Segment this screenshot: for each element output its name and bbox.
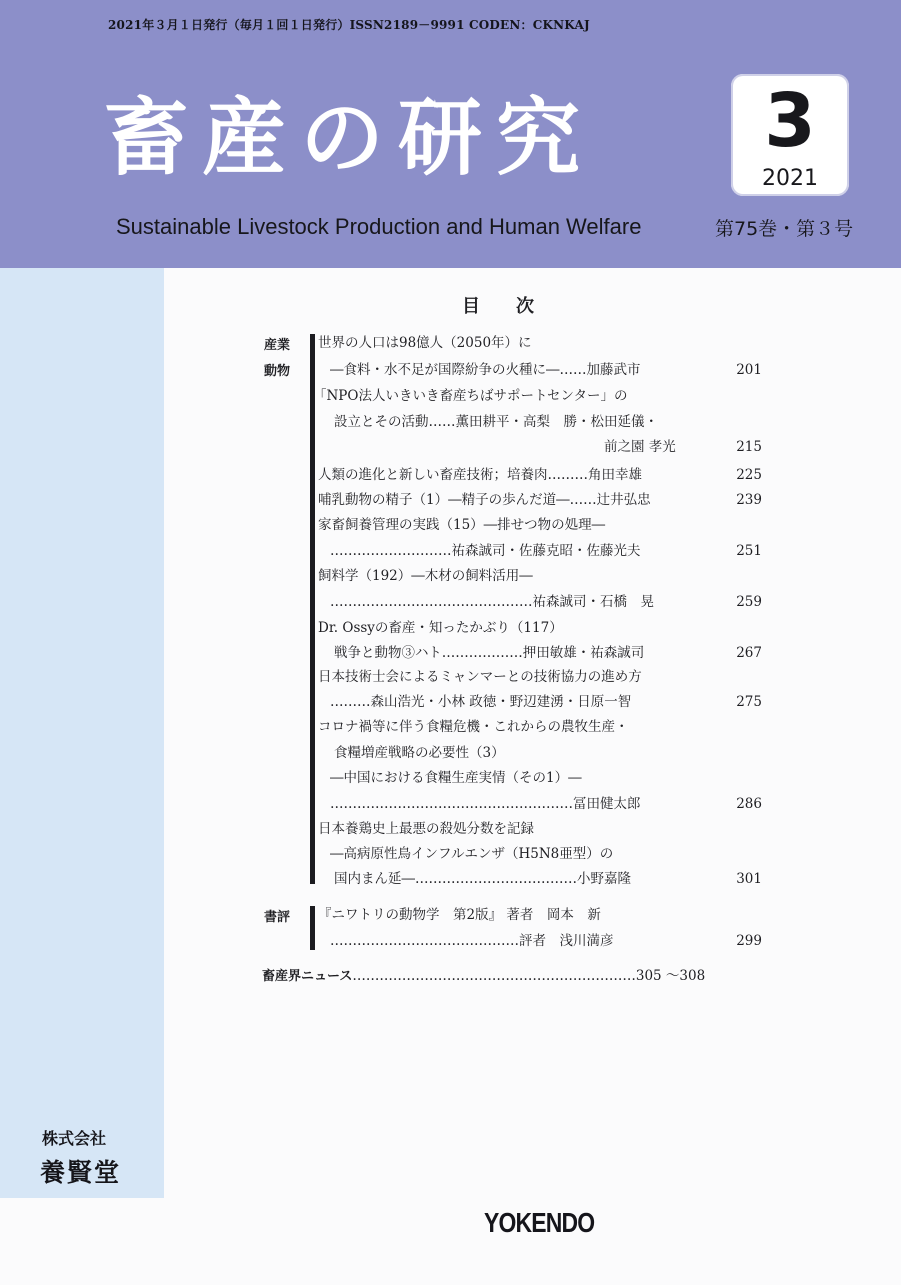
publication-info: 2021年３月１日発行（毎月１回１日発行）ISSN2189－9991 CODEN：CKNKAJ — [108, 18, 590, 32]
publisher-company-type: 株式会社 — [42, 1129, 107, 1148]
toc-line: ―中国における食糧生産実情（その1）― — [330, 770, 582, 786]
toc-line: 食糧増産戦略の必要性（3） — [334, 745, 505, 761]
page-number: 251 — [736, 543, 762, 559]
publisher-logo: YOKENDO — [484, 1207, 595, 1238]
page-number: 225 — [736, 467, 762, 483]
issue-year: 2021 — [762, 166, 818, 191]
toc-line: ………森山浩光・小林 政徳・野辺建湧・日原一智 — [330, 694, 632, 710]
journal-subtitle: Sustainable Livestock Production and Human Welfare — [116, 214, 642, 239]
toc-line: ………………………………………………冨田健太郎 — [330, 796, 641, 812]
toc-line: ………………………………………祐森誠司・石橋 晃 — [330, 594, 654, 610]
category-dobutsu: 動物 — [264, 364, 291, 379]
toc-line: 国内まん延―………………………………小野嘉隆 — [334, 871, 631, 887]
page-number: 215 — [736, 439, 762, 455]
page-number: 267 — [736, 645, 762, 661]
toc-line: ……………………………………評者 浅川満彦 — [330, 933, 614, 949]
journal-title: 畜産の研究 — [104, 89, 595, 187]
toc-line: 飼料学（192）―木材の飼料活用― — [318, 568, 533, 584]
publisher-name: 養賢堂 — [40, 1158, 122, 1187]
toc-line: コロナ禍等に伴う食糧危機・これからの農牧生産・ — [318, 719, 629, 735]
publisher-block — [40, 1126, 150, 1189]
page-number: 259 — [736, 594, 762, 610]
category-sangyo: 産業 — [264, 338, 291, 353]
left-color-band — [0, 268, 164, 1198]
toc-line: 日本技術士会によるミャンマーとの技術協力の進め方 — [318, 669, 642, 685]
page-number: 275 — [736, 694, 762, 710]
issue-box — [731, 74, 849, 196]
news-label: 畜産界ニュース — [262, 969, 353, 984]
category-shohyo: 書評 — [264, 910, 291, 925]
toc-line: ―食料・水不足が国際紛争の火種に―……加藤武市 — [330, 362, 641, 378]
toc-line: 設立とその活動……薫田耕平・高梨 勝・松田延儀・ — [334, 414, 658, 430]
news-pages: 305 ～308 — [635, 968, 706, 984]
section-bar-review — [310, 906, 315, 950]
page-number: 201 — [736, 362, 762, 378]
toc-line: ………………………祐森誠司・佐藤克昭・佐藤光夫 — [330, 543, 641, 559]
toc-heading: 目次 — [462, 296, 570, 317]
section-bar-articles — [310, 334, 315, 884]
toc-line: 家畜飼養管理の実践（15）―排せつ物の処理― — [318, 517, 606, 533]
toc-line: 世界の人口は98億人（2050年）に — [318, 335, 532, 351]
cover-header — [0, 0, 901, 268]
toc-line: 前之園 孝光 — [604, 439, 676, 455]
page-number: 301 — [736, 871, 762, 887]
toc-line: 戦争と動物③ハト………………押田敏雄・祐森誠司 — [334, 645, 645, 661]
toc-line: 『ニワトリの動物学 第2版』 著者 岡本 新 — [318, 907, 601, 923]
toc-line: 人類の進化と新しい畜産技術；培養肉………角田幸雄 — [318, 467, 642, 483]
volume-issue: 第75巻・第３号 — [715, 218, 854, 240]
news-line — [262, 967, 705, 986]
page-number: 286 — [736, 796, 762, 812]
toc-line: ―高病原性鳥インフルエンザ（H5N8亜型）の — [330, 846, 614, 862]
page-number: 299 — [736, 933, 762, 949]
toc-line: 日本養鶏史上最悪の殺処分数を記録 — [318, 821, 534, 837]
toc-line: 哺乳動物の精子（1）―精子の歩んだ道―……辻井弘忠 — [318, 492, 651, 508]
toc-line: Dr. Ossyの畜産・知ったかぶり（117） — [318, 620, 563, 636]
toc-line: 「NPO法人いきいき畜産ちばサポートセンター」の — [313, 388, 628, 404]
page-number: 239 — [736, 492, 762, 508]
news-dots: ……………………………………………………… — [352, 968, 636, 984]
issue-number: 3 — [764, 78, 816, 164]
